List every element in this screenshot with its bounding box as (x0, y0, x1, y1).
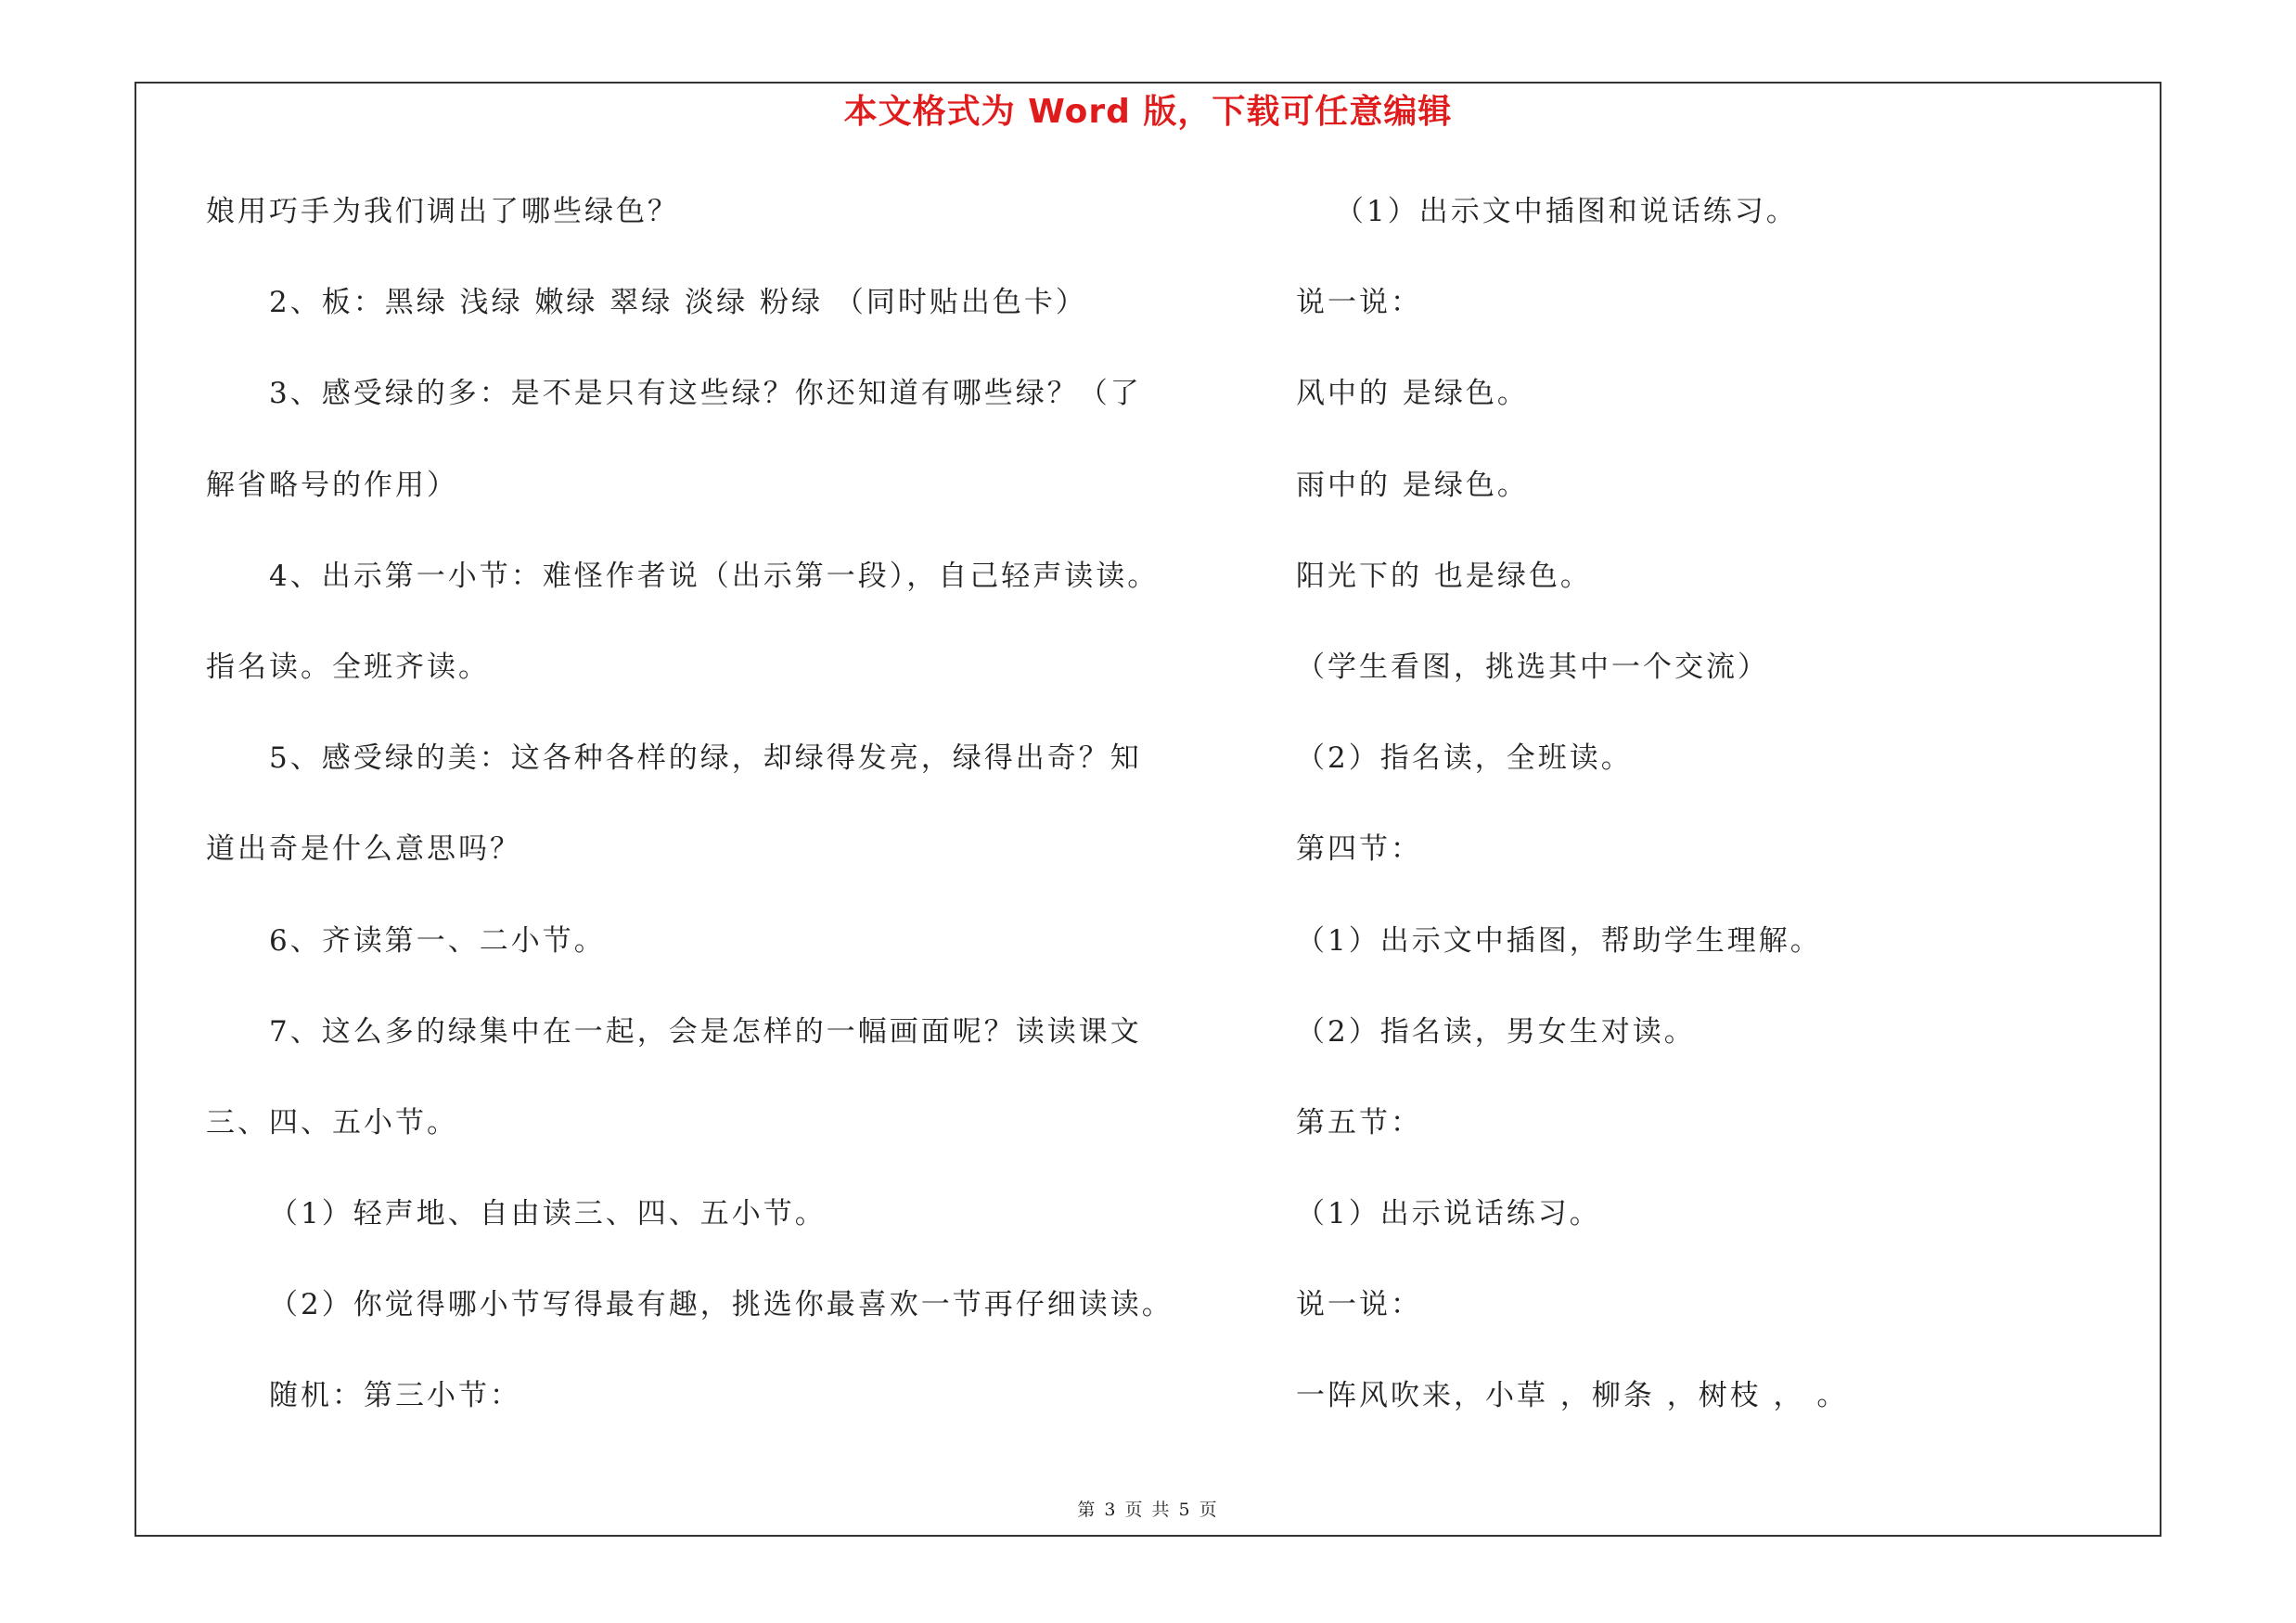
text-line: 指名读。全班齐读。 (206, 650, 490, 684)
text-line: 第五节： (1296, 1105, 1422, 1140)
text-line: （学生看图，挑选其中一个交流） (1296, 650, 1769, 684)
text-line: （1）出示文中插图和说话练习。 (1335, 195, 1798, 228)
text-line: 道出奇是什么意思吗？ (206, 832, 521, 867)
text-line: 风中的 是绿色。 (1296, 377, 1529, 411)
text-line: 一阵风吹来，小草 ，柳条 ，树枝 ， 。 (1296, 1379, 1849, 1413)
left-column (206, 182, 1174, 1458)
text-line: （2）指名读，全班读。 (1296, 741, 1633, 776)
text-line: 说一说： (1296, 286, 1422, 320)
text-line: 6、齐读第一、二小节。 (269, 923, 606, 958)
text-line: 随机：第三小节： (269, 1379, 521, 1413)
text-line: 4、出示第一小节：难怪作者说（出示第一段），自己轻声读读。 (269, 559, 1160, 593)
text-line: 解省略号的作用） (206, 468, 458, 502)
text-line: 娘用巧手为我们调出了哪些绿色？ (206, 195, 679, 228)
text-line: 5、感受绿的美：这各种各样的绿，却绿得发亮，绿得出奇？知 (269, 741, 1142, 776)
page-footer: 第 3 页 共 5 页 (1077, 1500, 1219, 1520)
text-line: 说一说： (1296, 1288, 1422, 1322)
text-line: （1）轻声地、自由读三、四、五小节。 (269, 1197, 827, 1231)
text-line: 3、感受绿的多：是不是只有这些绿？你还知道有哪些绿？（了 (269, 377, 1142, 411)
text-line: 三、四、五小节。 (206, 1105, 458, 1140)
text-line: 7、这么多的绿集中在一起，会是怎样的一幅画面呢？读读课文 (269, 1014, 1142, 1049)
text-line: 雨中的 是绿色。 (1296, 468, 1529, 502)
text-line: 阳光下的 也是绿色。 (1296, 559, 1592, 593)
right-column (1296, 182, 2131, 1458)
text-line: 第四节： (1296, 832, 1422, 867)
text-line: （1）出示说话练习。 (1296, 1197, 1601, 1231)
text-line: （2）你觉得哪小节写得最有趣，挑选你最喜欢一节再仔细读读。 (269, 1288, 1174, 1322)
text-line: （1）出示文中插图，帮助学生理解。 (1296, 923, 1822, 958)
text-line: 2、板：黑绿 浅绿 嫩绿 翠绿 淡绿 粉绿 （同时贴出色卡） (269, 286, 1087, 320)
text-line: （2）指名读，男女生对读。 (1296, 1014, 1696, 1049)
header-banner: 本文格式为 Word 版，下载可任意编辑 (843, 93, 1453, 131)
